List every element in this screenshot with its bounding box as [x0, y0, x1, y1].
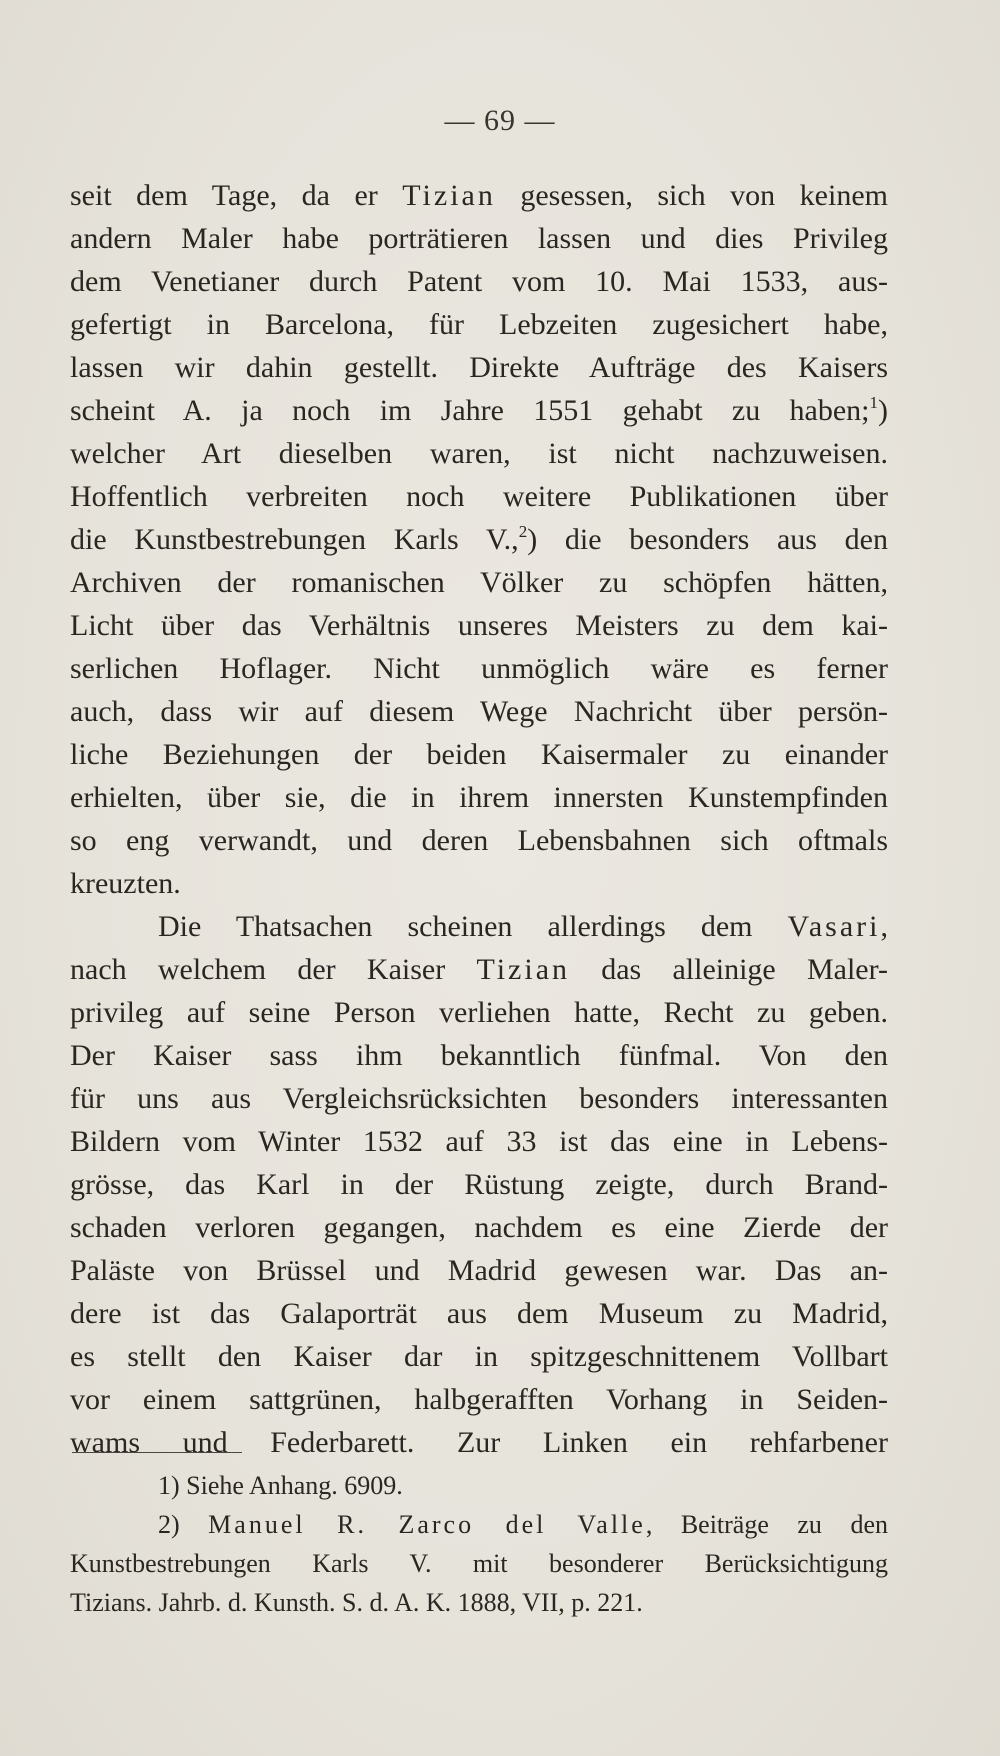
text-line: andern Maler habe porträtieren lassen und dies Privileg [70, 222, 888, 255]
text-line: liche Beziehungen der beiden Kaisermaler zu einander [70, 738, 888, 771]
text-line: privileg auf seine Person verliehen hatte, Recht zu geben. [70, 996, 888, 1029]
text-line: erhielten, über sie, die in ihrem innersten Kunstempfinden [70, 781, 888, 814]
text-line: auch, dass wir auf diesem Wege Nachricht über persön- [70, 695, 888, 728]
text-line: kreuzten. [70, 867, 181, 900]
text-line: so eng verwandt, und deren Lebensbahnen sich oftmals [70, 824, 888, 857]
text-line: wams und Federbarett. Zur Linken ein rehfarbener [70, 1426, 888, 1459]
text-line: vor einem sattgrünen, halbgerafften Vorhang in Seiden- [70, 1383, 888, 1416]
text-line: Die Thatsachen scheinen allerdings dem Vasari, [158, 910, 888, 943]
text-line: Paläste von Brüssel und Madrid gewesen war. Das an- [70, 1254, 888, 1287]
text-line: dere ist das Galaporträt aus dem Museum zu Madrid, [70, 1297, 888, 1330]
text-line: Bildern vom Winter 1532 auf 33 ist das eine in Lebens- [70, 1125, 888, 1158]
text-line: Licht über das Verhältnis unseres Meisters zu dem kai- [70, 609, 888, 642]
footnote-ref: 2 [518, 522, 528, 541]
footnotes [70, 1466, 888, 1622]
text-line: gefertigt in Barcelona, für Lebzeiten zugesichert habe, [70, 308, 888, 341]
text-line: die Kunstbestrebungen Karls V.,$^2$) die besonders aus den [70, 522, 888, 556]
footnote-ref: 1 [869, 393, 878, 412]
text-line: für uns aus Vergleichsrücksichten besonders interessanten [70, 1082, 888, 1115]
text-line: serlichen Hoflager. Nicht unmöglich wäre es ferner [70, 652, 888, 685]
emphasized-name: Vasari [787, 910, 881, 943]
text-line: lassen wir dahin gestellt. Direkte Aufträge des Kaisers [70, 351, 888, 384]
emphasized-name: Tizian [476, 953, 571, 986]
text-line: nach welchem der Kaiser Tizian das alleinige Maler- [70, 953, 889, 986]
text-line: scheint A. ja noch im Jahre 1551 gehabt zu haben;$^1$) [70, 393, 888, 427]
footnote-2-continued: Kunstbestrebungen Karls V. mit besonderer Berücksichtigung [70, 1549, 888, 1578]
footnote-2-continued: Tizians. Jahrb. d. Kunsth. S. d. A. K. 1888, VII, p. 221. [70, 1588, 643, 1617]
text-line: dem Venetianer durch Patent vom 10. Mai 1533, aus- [70, 265, 888, 298]
text-line: Hoffentlich verbreiten noch weitere Publikationen über [70, 480, 888, 513]
text-line: es stellt den Kaiser dar in spitzgeschnittenem Vollbart [70, 1340, 888, 1373]
text-line: welcher Art dieselben waren, ist nicht nachzuweisen. [70, 437, 888, 470]
text-line: schaden verloren gegangen, nachdem es eine Zierde der [70, 1211, 888, 1244]
page-number: — 69 — [444, 104, 556, 137]
footnote-divider [72, 1452, 242, 1453]
text-line: Archiven der romanischen Völker zu schöpfen hätten, [70, 566, 888, 599]
body-text [70, 174, 888, 1464]
text-line: seit dem Tage, da er Tizian gesessen, sich von keinem [70, 179, 888, 212]
text-line: grösse, das Karl in der Rüstung zeigte, durch Brand- [70, 1168, 888, 1201]
text-line: Der Kaiser sass ihm bekanntlich fünfmal. Von den [70, 1039, 888, 1072]
emphasized-name: Tizian [402, 179, 496, 212]
emphasized-name: Manuel R. Zarco del Valle [208, 1510, 646, 1539]
footnote-1: 1) Siehe Anhang. 6909. [158, 1471, 403, 1500]
footnote-2: 2) Manuel R. Zarco del Valle, Beiträge zu den [158, 1510, 888, 1539]
